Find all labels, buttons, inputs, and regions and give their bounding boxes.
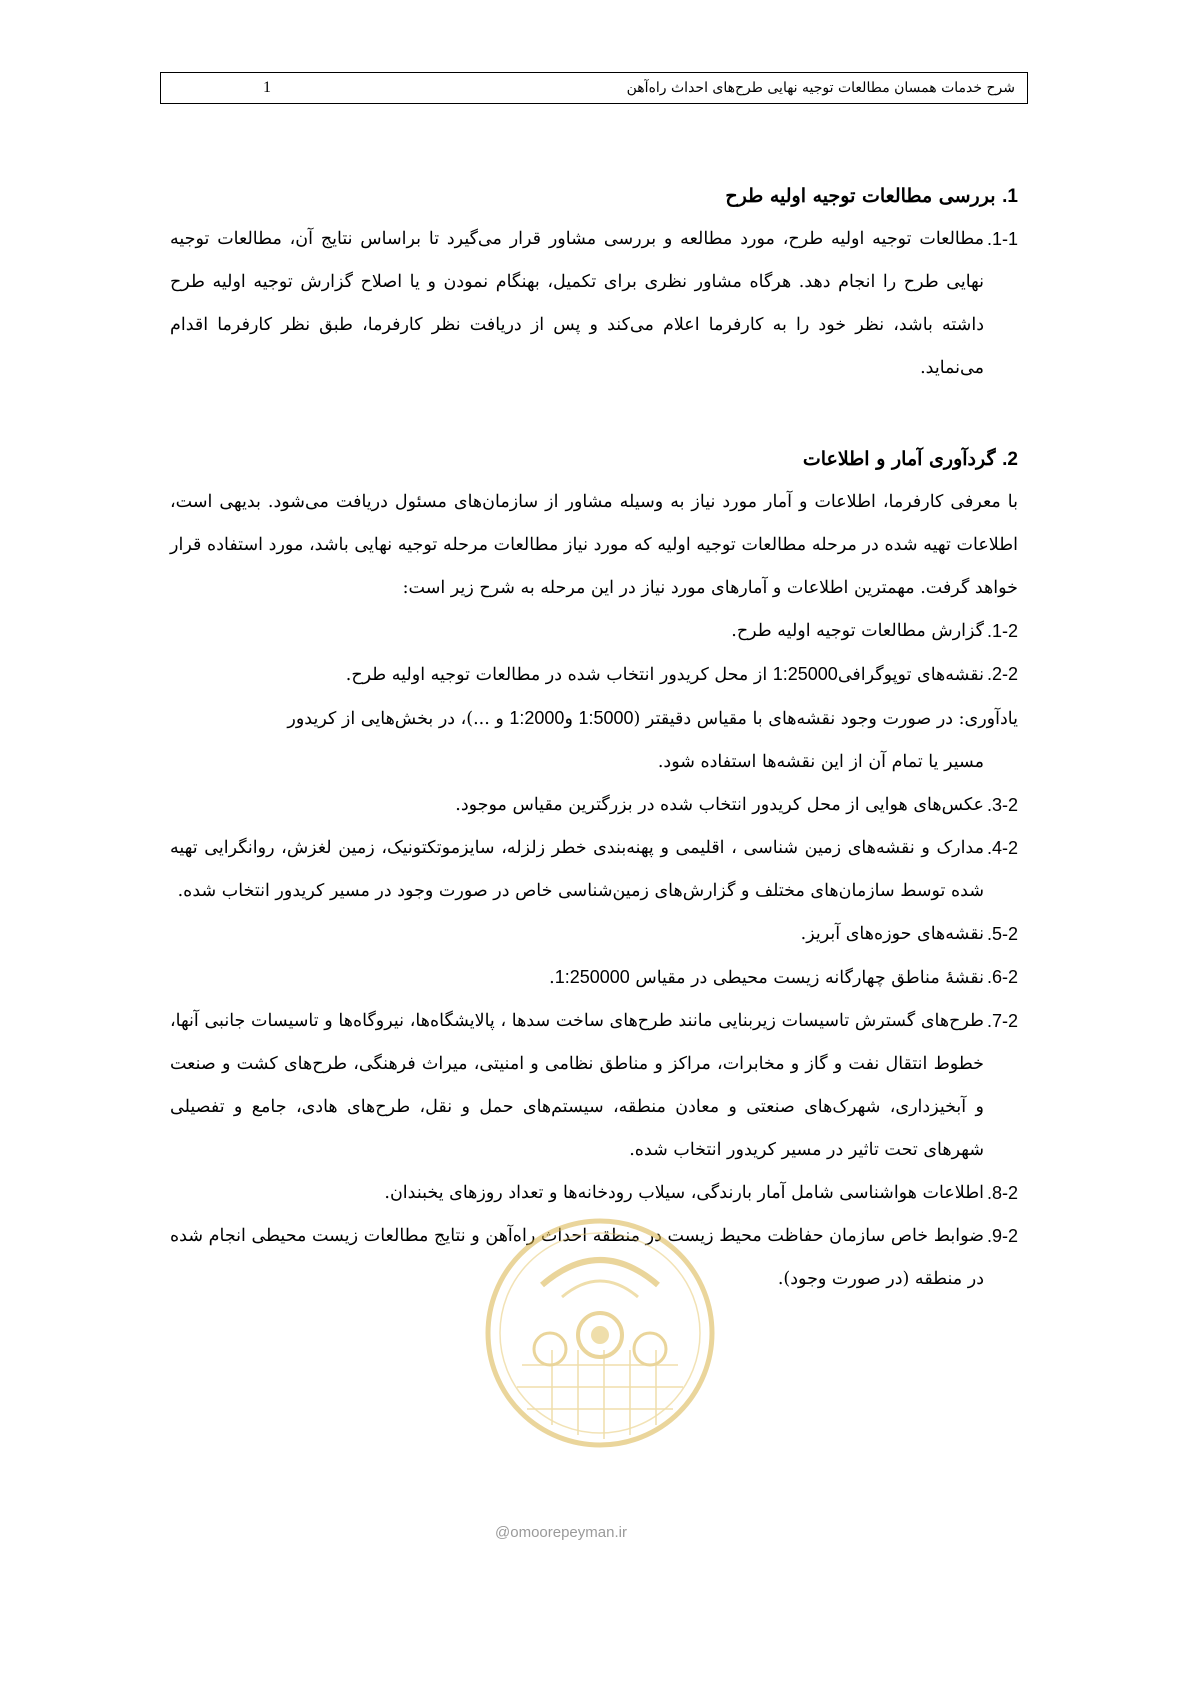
list-item <box>170 1172 1018 1215</box>
list-item <box>170 956 1018 1000</box>
list-item <box>170 827 1018 913</box>
note-text: و ...)، در بخش‌هایی از کریدور <box>287 709 510 729</box>
item-text: نقشه‌های حوزه‌های آبریز. <box>800 924 984 944</box>
item-text: ضوابط خاص سازمان حفاظت محیط زیست در منطقه احداث راه‌آهن و نتایج مطالعات زیست محیطی انجام شده در منطقه (در صورت وجود). <box>170 1226 984 1289</box>
item-text: مطالعات توجیه اولیه طرح، مورد مطالعه و بررسی مشاور قرار می‌گیرد تا براساس نتایج آن، مطالعات توجیه نهایی طرح را انجام دهد. هرگاه مشاور نظری برای تکمیل، بهنگام نمودن و یا اصلاح گزارش توجیه اولیه طرح داشته باشد، نظر خود را به کارفرما اعلام می‌کند و پس از دریافت نظر کارفرما، طبق نظر کارفرما اقدام می‌نماید. <box>170 229 984 378</box>
list-item <box>170 913 1018 956</box>
section-1-number: 1. <box>1002 186 1018 207</box>
list-item <box>170 218 1018 390</box>
section-2-number: 2. <box>1002 449 1018 470</box>
list-item <box>170 610 1018 653</box>
item-number: 6-2. <box>986 967 1018 987</box>
page-number: 1 <box>263 79 271 96</box>
item-text: طرح‌های گسترش تاسیسات زیربنایی مانند طرح‌های ساخت سدها ، پالایشگاه‌ها، نیروگاه‌ها و تاسیسات جانبی آنها، خطوط انتقال نفت و گاز و مخابرات، مراکز و مناطق نظامی و امنیتی، میراث فرهنگی، طرح‌های کشت و صنعت و آبخیزداری، شهرک‌های صنعتی و معادن منطقه، سیستم‌های حمل و نقل، طرح‌های هادی، جامع و تفصیلی شهرهای تحت تاثیر در مسیر کریدور انتخاب شده. <box>170 1011 984 1160</box>
watermark-url: @omoorepeyman.ir <box>495 1524 627 1541</box>
map-scale: 1:5000 <box>578 708 634 728</box>
item-number: 3-2. <box>986 795 1018 815</box>
note-text: یادآوری: در صورت وجود نقشه‌های با مقیاس دقیقتر ( <box>633 709 1018 729</box>
item-text: از محل کریدور انتخاب شده در مطالعات توجیه اولیه طرح. <box>345 665 773 685</box>
list-item <box>170 653 1018 697</box>
item-text: نقشه‌های توپوگرافی <box>837 665 984 685</box>
section-1-heading <box>170 175 1018 218</box>
item-number: 5-2. <box>986 924 1018 944</box>
item-number: 7-2. <box>986 1011 1018 1031</box>
list-item <box>170 1000 1018 1172</box>
note-continuation: مسیر یا تمام آن از این نقشه‌ها استفاده شود. <box>657 752 984 772</box>
section-1-title: بررسی مطالعات توجیه اولیه طرح <box>725 185 996 207</box>
at-icon: @ <box>495 1524 511 1541</box>
item-text: گزارش مطالعات توجیه اولیه طرح. <box>731 621 984 641</box>
header-title: شرح خدمات همسان مطالعات توجیه نهایی طرح‌های احداث راه‌آهن <box>626 80 1015 96</box>
item-text: . <box>549 968 555 988</box>
item-number: 1-2. <box>986 621 1018 641</box>
item-text: مدارک و نقشه‌های زمین شناسی ، اقلیمی و پهنه‌بندی خطر زلزله، سایزموتکتونیک، زمین لغزش، روانگرایی تهیه شده توسط سازمان‌های مختلف و گزارش‌های زمین‌شناسی خاص در صورت وجود در مسیر کریدور انتخاب شده. <box>170 838 984 901</box>
watermark-logo <box>482 1215 718 1451</box>
section-2-title: گردآوری آمار و اطلاعات <box>802 448 996 470</box>
map-scale: 1:25000 <box>772 664 838 684</box>
map-scale: 1:2000 <box>509 708 565 728</box>
list-item <box>170 784 1018 827</box>
note <box>170 697 1018 741</box>
item-number: 4-2. <box>986 838 1018 858</box>
note-text: و <box>564 709 579 729</box>
item-text: عکس‌های هوایی از محل کریدور انتخاب شده در بزرگترین مقیاس موجود. <box>455 795 984 815</box>
section-2-heading <box>170 438 1018 481</box>
item-number: 9-2. <box>986 1226 1018 1246</box>
page-header <box>160 72 1028 104</box>
document-body <box>170 175 1018 1301</box>
item-number: 8-2. <box>986 1183 1018 1203</box>
item-text: نقشهٔ مناطق چهارگانه زیست محیطی در مقیاس <box>629 968 984 988</box>
section-2-intro: با معرفی کارفرما، اطلاعات و آمار مورد نیاز به وسیله مشاور از سازمان‌های مسئول دریافت می‌شود. بدیهی است، اطلاعات تهیه شده در مرحله مطالعات توجیه اولیه که مورد نیاز مطالعات مرحله توجیه نهایی باشد، مورد استفاده قرار خواهد گرفت. مهمترین اطلاعات و آمارهای مورد نیاز در این مرحله به شرح زیر است: <box>170 492 1018 598</box>
item-text: اطلاعات هواشناسی شامل آمار بارندگی، سیلاب رودخانه‌ها و تعداد روزهای یخبندان. <box>384 1183 984 1203</box>
item-number: 2-2. <box>986 664 1018 684</box>
map-scale: 1:250000 <box>554 967 630 987</box>
item-number: 1-1. <box>986 229 1018 249</box>
